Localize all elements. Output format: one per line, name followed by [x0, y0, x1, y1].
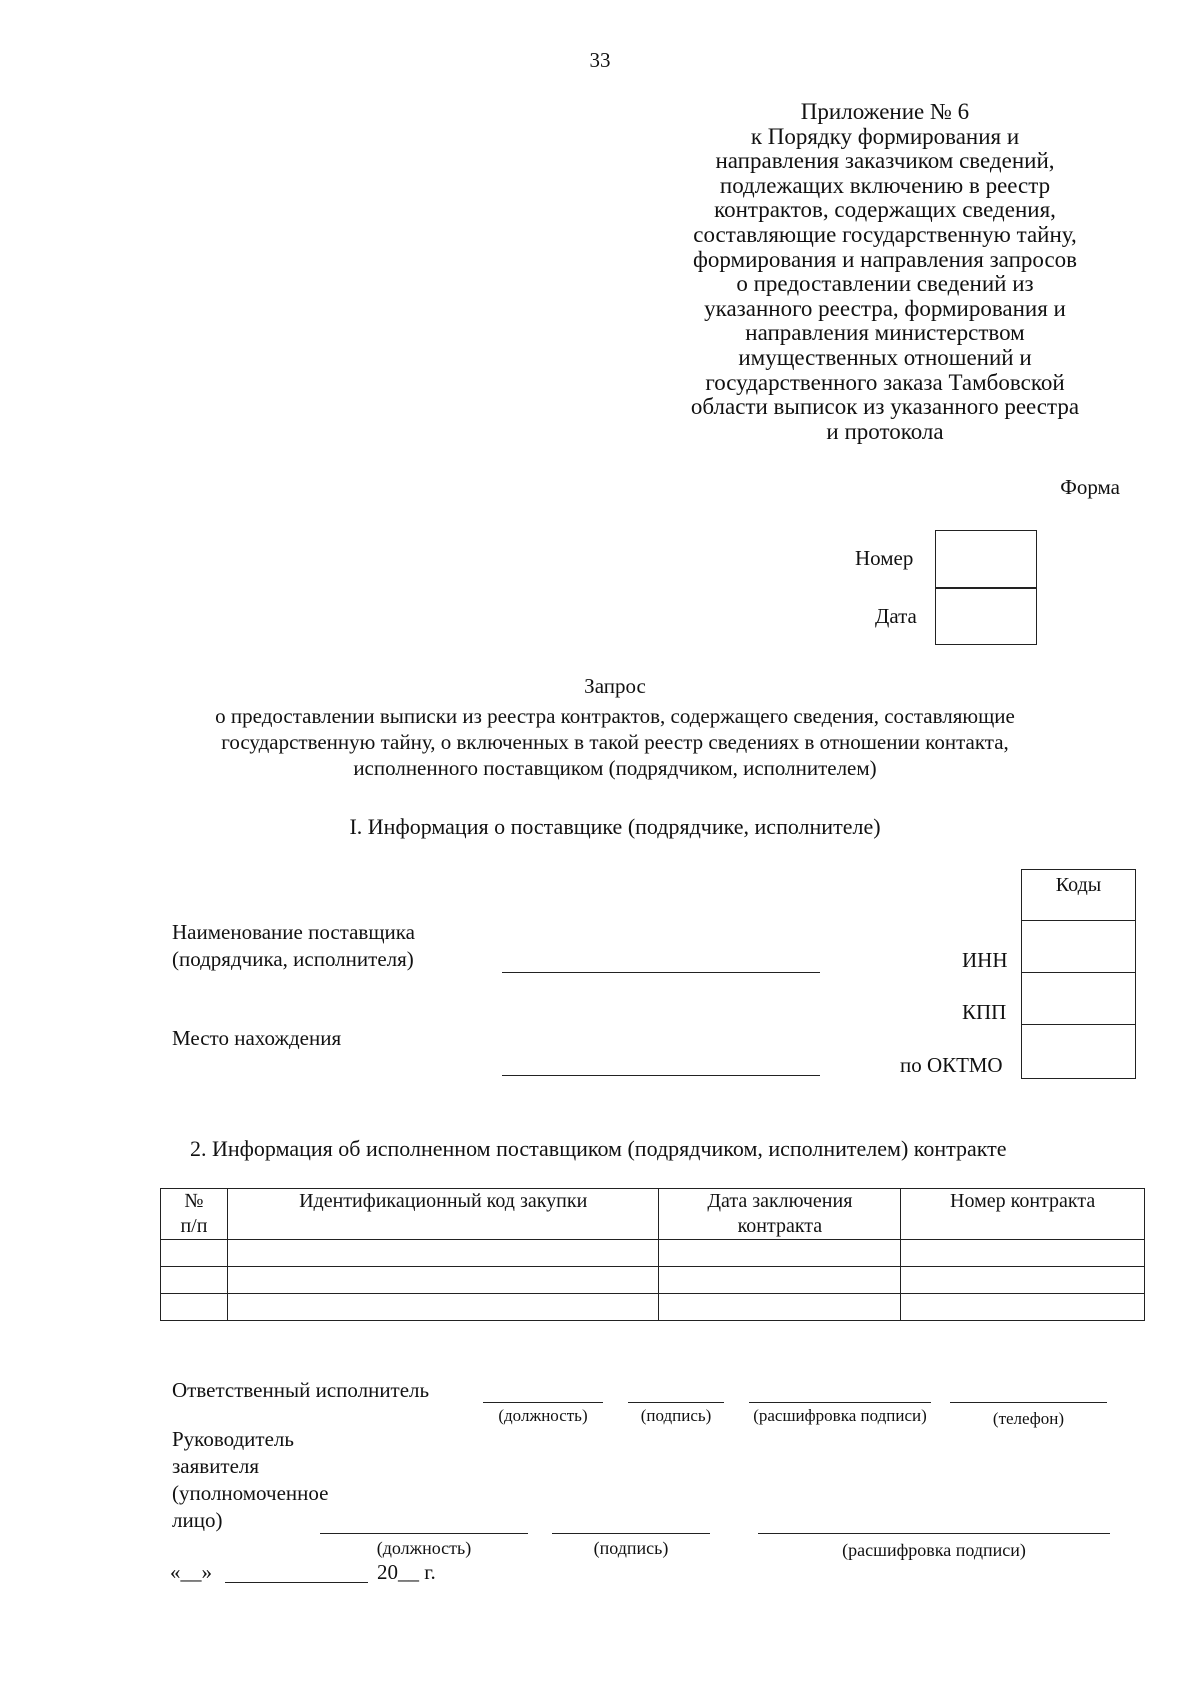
subtitle-line: государственную тайну, о включенных в такой реестр сведениях в отношении контакта, — [221, 730, 1009, 754]
caption-position: (должность) — [498, 1406, 588, 1425]
codes-table — [1021, 869, 1136, 1079]
supplier-name-label: Наименование поставщика — [172, 920, 415, 944]
head-label: Руководитель заявителя (уполномоченное лицо) — [172, 1427, 329, 1532]
head-caption-name: (расшифровка подписи) — [842, 1540, 1026, 1560]
appendix-line: Приложение № 6 — [800, 99, 970, 124]
appendix-line: и протокола — [826, 418, 944, 444]
table-cell[interactable] — [659, 1267, 901, 1294]
form-label: Форма — [1060, 475, 1120, 499]
caption-phone: (телефон) — [992, 1409, 1065, 1428]
col-number: № п/п — [161, 1189, 228, 1240]
appendix-line: государственного заказа Тамбовской — [705, 369, 1065, 395]
executor-position-field[interactable] — [483, 1402, 603, 1403]
head-position-field[interactable] — [320, 1533, 528, 1534]
section-1-heading: I. Информация о поставщике (подрядчике, исполнителе) — [349, 814, 881, 839]
executor-phone-field[interactable] — [950, 1402, 1107, 1403]
head-caption-position: (должность) — [376, 1538, 472, 1558]
date-year — [377, 1560, 436, 1585]
table-header-row — [161, 1189, 1145, 1240]
head-name-field[interactable] — [758, 1533, 1110, 1534]
table-cell[interactable] — [161, 1267, 228, 1294]
supplier-name-label-2: (подрядчика, исполнителя) — [172, 947, 414, 971]
table-cell[interactable] — [901, 1294, 1145, 1321]
table-row — [161, 1294, 1145, 1321]
appendix-line: указанного реестра, формирования и — [704, 295, 1066, 321]
subtitle-line: о предоставлении выписки из реестра контрактов, содержащего сведения, составляющие — [215, 704, 1015, 728]
inn-cell[interactable] — [1022, 921, 1135, 973]
table-cell[interactable] — [227, 1267, 659, 1294]
date-quote-close: » — [201, 1560, 212, 1584]
table-cell[interactable] — [161, 1294, 228, 1321]
page-number: 33 — [589, 48, 611, 72]
number-label: Номер — [855, 546, 914, 570]
caption-name: (расшифровка подписи) — [753, 1406, 927, 1425]
table-cell[interactable] — [161, 1240, 228, 1267]
table-cell[interactable] — [901, 1267, 1145, 1294]
appendix-line: области выписок из указанного реестра — [690, 394, 1080, 420]
oktmo-label: по ОКТМО — [900, 1053, 1003, 1077]
col-procurement-code: Идентификационный код закупки — [227, 1189, 659, 1240]
subtitle-line: исполненного поставщиком (подрядчиком, исполнителем) — [353, 756, 877, 780]
appendix-line: направления заказчиком сведений, — [715, 148, 1055, 174]
appendix-line: о предоставлении сведений из — [736, 271, 1034, 297]
table-cell[interactable] — [227, 1240, 659, 1267]
year-suffix: г. — [424, 1560, 436, 1584]
col-contract-date: Дата заключения контракта — [659, 1189, 901, 1240]
kpp-cell[interactable] — [1022, 973, 1135, 1025]
col-contract-number: Номер контракта — [901, 1189, 1145, 1240]
request-title: Запрос — [584, 674, 646, 698]
appendix-line: подлежащих включению в реестр — [719, 172, 1051, 198]
table-row — [161, 1267, 1145, 1294]
appendix-line: к Порядку формирования и — [750, 123, 1020, 149]
executor-signature-field[interactable] — [628, 1402, 724, 1403]
head-caption-signature: (подпись) — [593, 1538, 669, 1558]
codes-header: Коды — [1022, 870, 1135, 921]
appendix-header — [640, 100, 1130, 444]
request-subtitle — [120, 703, 1110, 781]
appendix-line: формирования и направления запросов — [692, 246, 1078, 272]
caption-signature: (подпись) — [640, 1406, 712, 1425]
kpp-label: КПП — [962, 1000, 1007, 1024]
appendix-line: имущественных отношений и — [738, 344, 1032, 370]
location-field[interactable] — [502, 1075, 820, 1076]
year-prefix: 20 — [377, 1560, 398, 1584]
number-box[interactable] — [935, 530, 1037, 589]
location-label: Место нахождения — [172, 1026, 342, 1050]
inn-label: ИНН — [962, 948, 1008, 972]
date-quote-open: « — [170, 1560, 181, 1584]
table-cell[interactable] — [659, 1294, 901, 1321]
date-day-blank[interactable]: __ — [180, 1560, 202, 1584]
section-2-heading: 2. Информация об исполненном поставщиком (подрядчиком, исполнителем) контракте — [190, 1136, 1007, 1161]
appendix-line: составляющие государственную тайну, — [693, 221, 1077, 247]
date-month-field[interactable] — [225, 1582, 368, 1583]
executor-label: Ответственный исполнитель — [172, 1378, 430, 1402]
supplier-name-field[interactable] — [502, 972, 820, 973]
appendix-line: направления министерством — [745, 320, 1025, 346]
year-blank[interactable]: __ — [398, 1560, 419, 1584]
head-signature-field[interactable] — [552, 1533, 710, 1534]
contract-table — [160, 1188, 1145, 1321]
appendix-line: контрактов, содержащих сведения, — [714, 197, 1056, 223]
executor-name-field[interactable] — [749, 1402, 931, 1403]
table-cell[interactable] — [901, 1240, 1145, 1267]
oktmo-cell[interactable] — [1022, 1025, 1135, 1077]
date-box[interactable] — [935, 587, 1037, 645]
date-label: Дата — [875, 604, 917, 628]
table-cell[interactable] — [227, 1294, 659, 1321]
table-cell[interactable] — [659, 1240, 901, 1267]
table-row — [161, 1240, 1145, 1267]
date-line — [170, 1560, 212, 1585]
